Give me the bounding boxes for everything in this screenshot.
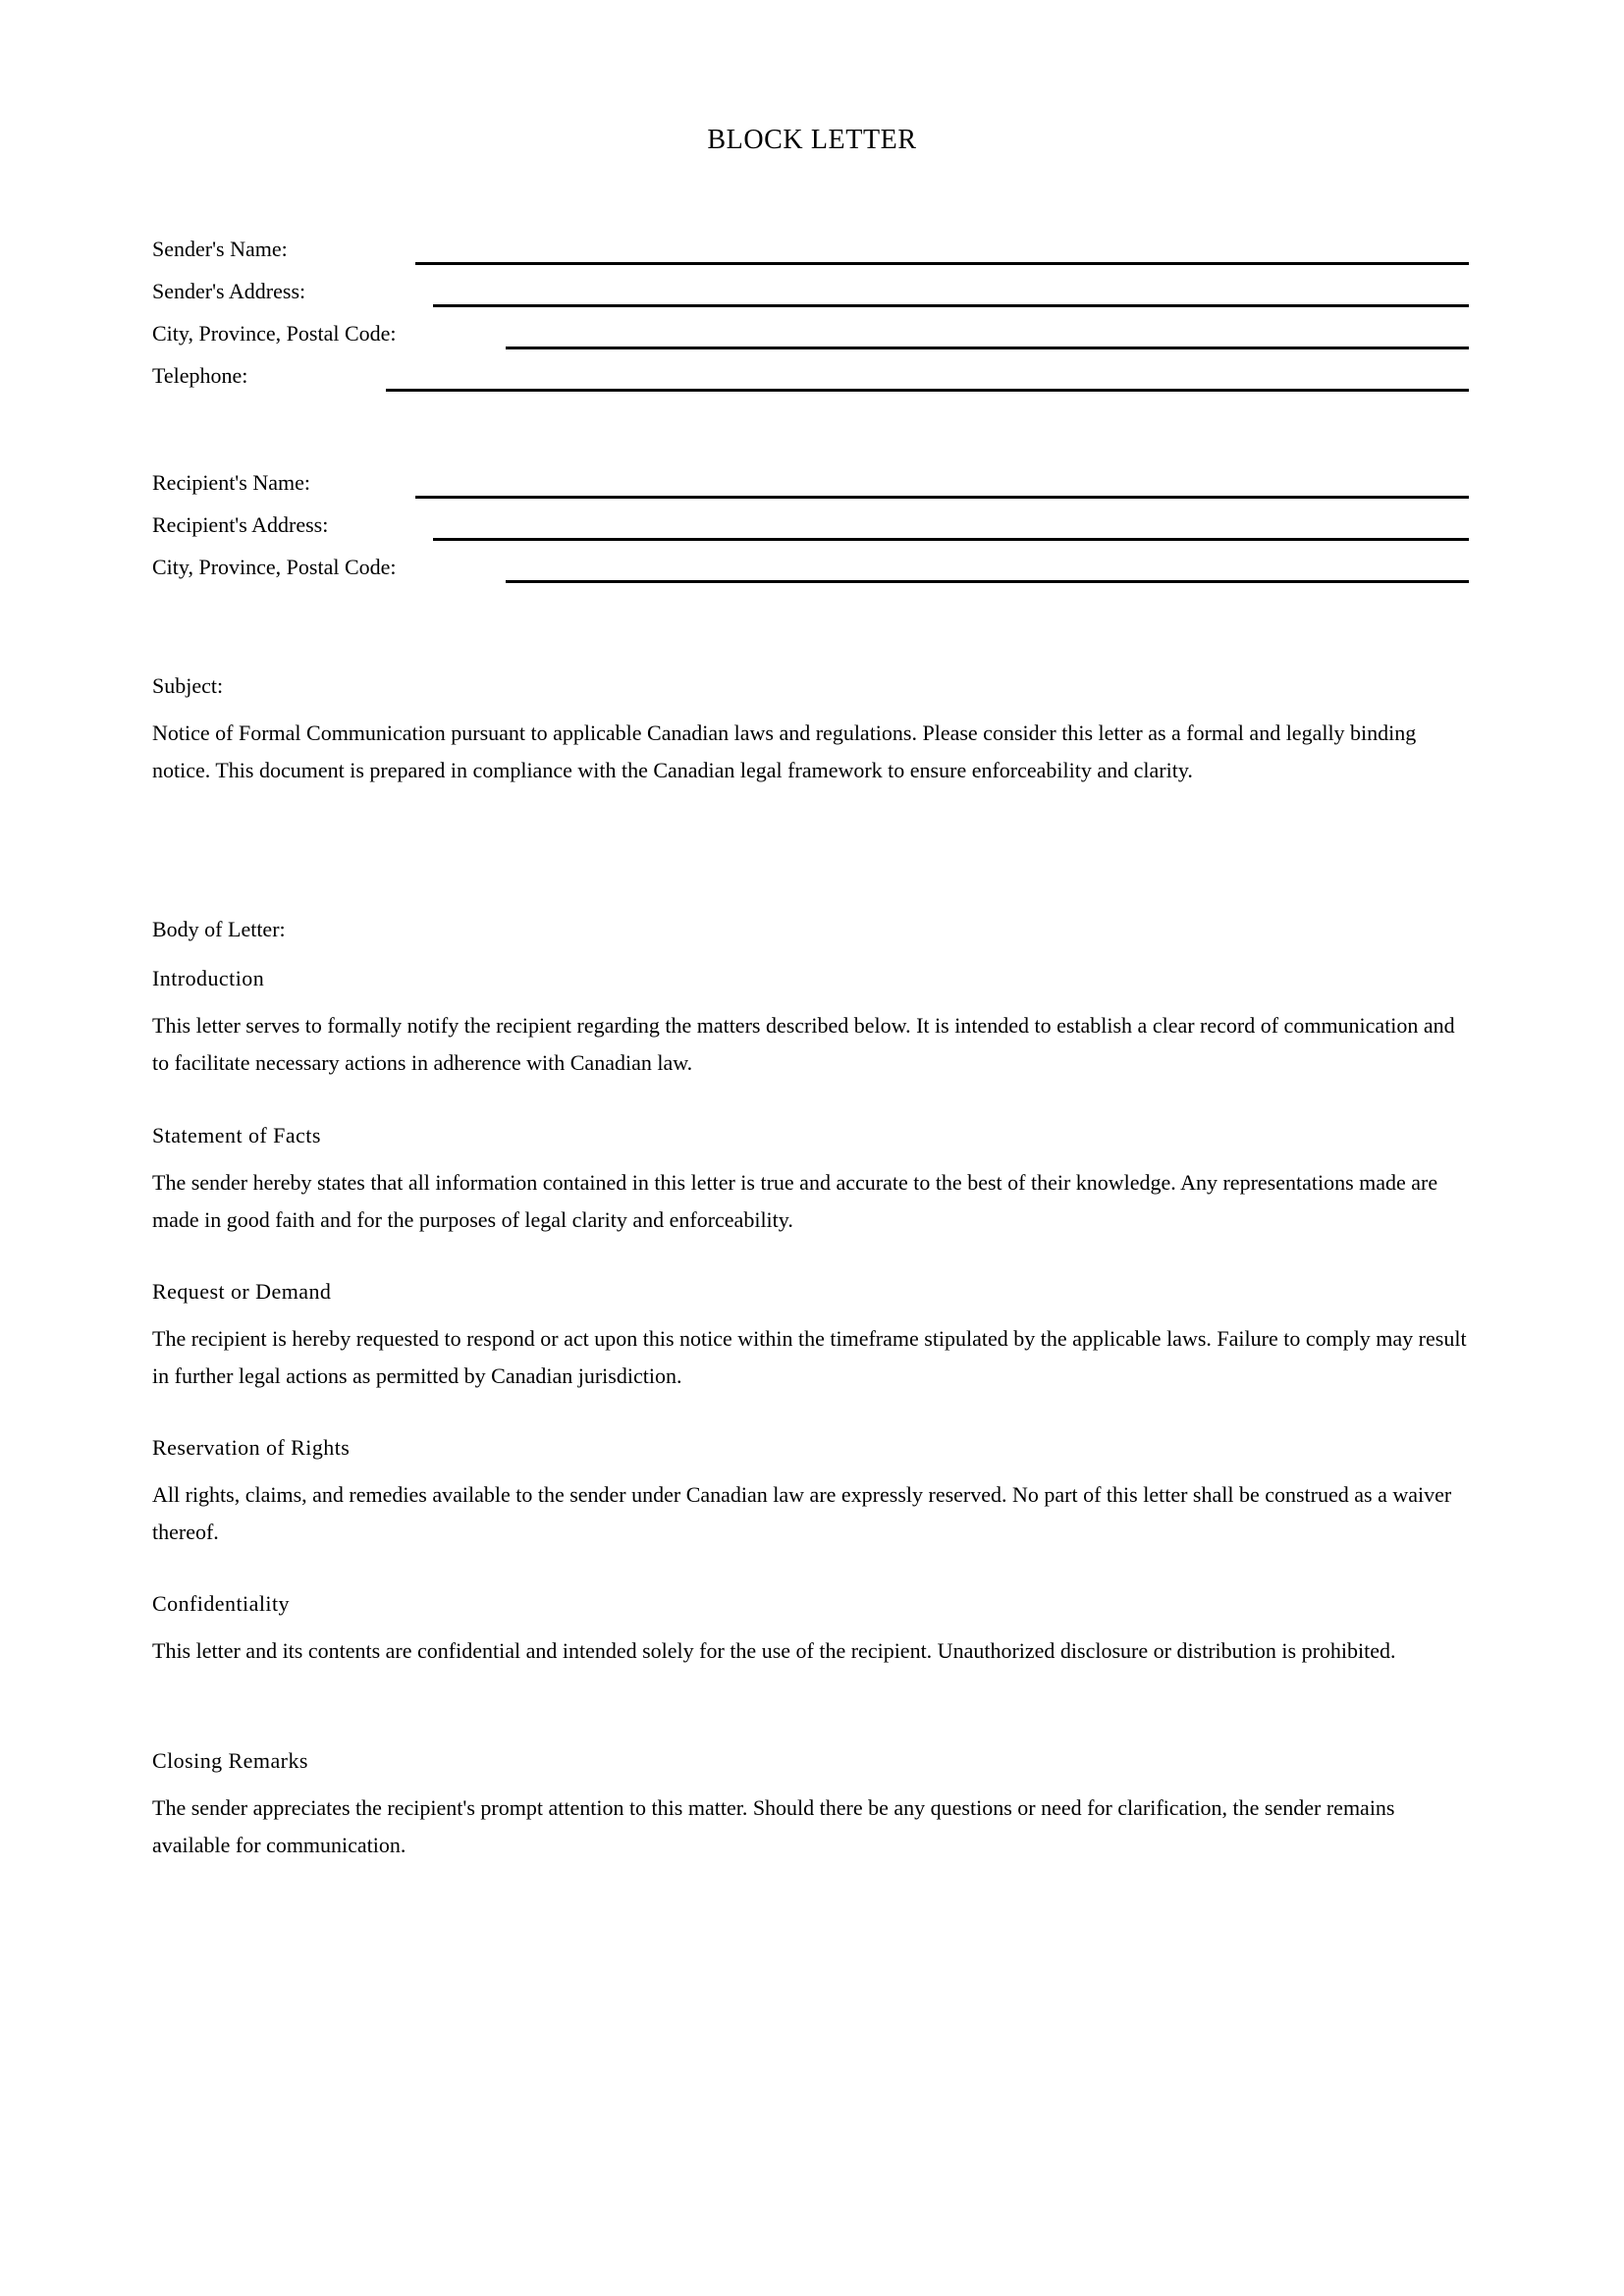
sender-address-row: [152, 276, 1469, 318]
sender-city-input[interactable]: [506, 347, 1469, 349]
sender-name-row: [152, 234, 1469, 276]
sender-telephone-input[interactable]: [386, 389, 1469, 392]
body-of-letter-label: Body of Letter:: [152, 917, 286, 941]
recipient-city-label: City, Province, Postal Code:: [152, 555, 397, 579]
body-label-section: [152, 911, 1469, 948]
recipient-fields-group: [152, 467, 1469, 594]
sender-address-input[interactable]: [433, 304, 1469, 307]
section-heading-request-or-demand: Request or Demand: [152, 1279, 332, 1304]
sender-address-label: Sender's Address:: [152, 279, 306, 303]
subject-label: Subject:: [152, 673, 224, 698]
section-introduction: [152, 960, 1469, 1082]
section-text-request-or-demand: The recipient is hereby requested to respond or act upon this notice within the timeframe stipulated by the applicable laws. Failure to comply may result in further legal actions as permitted by Canadian jurisdiction.: [152, 1326, 1467, 1388]
section-heading-statement-of-facts: Statement of Facts: [152, 1123, 321, 1148]
section-heading-reservation-of-rights: Reservation of Rights: [152, 1435, 351, 1460]
section-closing-remarks: [152, 1742, 1469, 1864]
section-request-or-demand: [152, 1273, 1469, 1395]
recipient-address-input[interactable]: [433, 538, 1469, 541]
recipient-address-row: [152, 509, 1469, 552]
section-heading-introduction: Introduction: [152, 966, 265, 990]
section-text-introduction: This letter serves to formally notify the recipient regarding the matters described below. It is intended to establish a clear record of communication and to facilitate necessary actions in adherence with Canadian law.: [152, 1013, 1455, 1075]
sender-fields-group: [152, 234, 1469, 402]
sender-telephone-label: Telephone:: [152, 363, 248, 388]
recipient-address-label: Recipient's Address:: [152, 512, 329, 537]
recipient-name-label: Recipient's Name:: [152, 470, 310, 495]
sender-telephone-row: [152, 360, 1469, 402]
section-statement-of-facts: [152, 1117, 1469, 1239]
page-title: BLOCK LETTER: [707, 125, 917, 155]
section-text-closing-remarks: The sender appreciates the recipient's prompt attention to this matter. Should there be any questions or need for clarification, the sender remains available for communication.: [152, 1795, 1395, 1857]
recipient-name-input[interactable]: [415, 496, 1469, 499]
section-text-confidentiality: This letter and its contents are confidential and intended solely for the use of the recipient. Unauthorized disclosure or distribution is prohibited.: [152, 1638, 1396, 1663]
recipient-name-row: [152, 467, 1469, 509]
sender-name-input[interactable]: [415, 262, 1469, 265]
section-heading-closing-remarks: Closing Remarks: [152, 1748, 308, 1773]
subject-section: [152, 667, 1469, 789]
section-heading-confidentiality: Confidentiality: [152, 1591, 290, 1616]
section-text-statement-of-facts: The sender hereby states that all information contained in this letter is true and accurate to the best of their knowledge. Any representations made are made in good faith and for the purposes of legal clarity and enforceability.: [152, 1170, 1438, 1232]
recipient-city-input[interactable]: [506, 580, 1469, 583]
sender-city-row: [152, 318, 1469, 360]
sender-city-label: City, Province, Postal Code:: [152, 321, 397, 346]
section-confidentiality: [152, 1585, 1469, 1670]
section-text-reservation-of-rights: All rights, claims, and remedies available to the sender under Canadian law are expressly reserved. No part of this letter shall be construed as a waiver thereof.: [152, 1482, 1452, 1544]
recipient-city-row: [152, 552, 1469, 594]
section-reservation-of-rights: [152, 1429, 1469, 1551]
sender-name-label: Sender's Name:: [152, 237, 288, 261]
subject-text: Notice of Formal Communication pursuant to applicable Canadian laws and regulations. Please consider this letter as a formal and legally binding notice. This document is prepared in compliance with the Canadian legal framework to ensure enforceability and clarity.: [152, 721, 1417, 782]
